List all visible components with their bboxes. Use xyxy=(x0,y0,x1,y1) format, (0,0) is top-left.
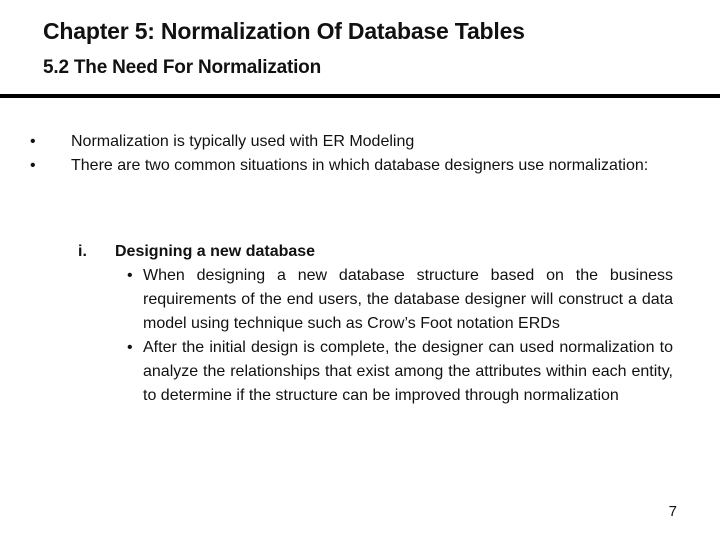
slide-title: Chapter 5: Normalization Of Database Tables xyxy=(43,18,525,44)
sub-bullet-item xyxy=(115,336,673,408)
title-divider xyxy=(0,94,720,98)
page-number: 7 xyxy=(668,503,677,520)
bullet-text: There are two common situations in which database designers use normalization: xyxy=(71,157,649,174)
sub-bullet-item xyxy=(115,264,673,336)
section-heading xyxy=(78,240,673,264)
section-heading-text: Designing a new database xyxy=(115,243,316,260)
bullet-dot-icon: • xyxy=(30,133,36,150)
bullet-item xyxy=(30,130,675,154)
bullet-dot-icon: • xyxy=(127,267,133,284)
bullet-text: Normalization is typically used with ER Modeling xyxy=(71,133,415,150)
section-designing xyxy=(78,240,673,408)
section-number: i. xyxy=(78,243,87,260)
slide-subtitle: 5.2 The Need For Normalization xyxy=(43,57,321,78)
sub-bullet-text: When designing a new database structure based on the business requirements of the end users, the database designer will construct a data model using technique such as Crow’s Foot notation ERDs xyxy=(143,267,673,332)
bullet-list xyxy=(30,130,675,178)
bullet-dot-icon: • xyxy=(127,339,133,356)
sub-bullet-text: After the initial design is complete, the designer can used normalization to analyze the relationships that exist among the attributes within each entity, to determine if the structure can be improved through normalization xyxy=(143,339,673,404)
bullet-dot-icon: • xyxy=(30,157,36,174)
bullet-item xyxy=(30,154,675,178)
